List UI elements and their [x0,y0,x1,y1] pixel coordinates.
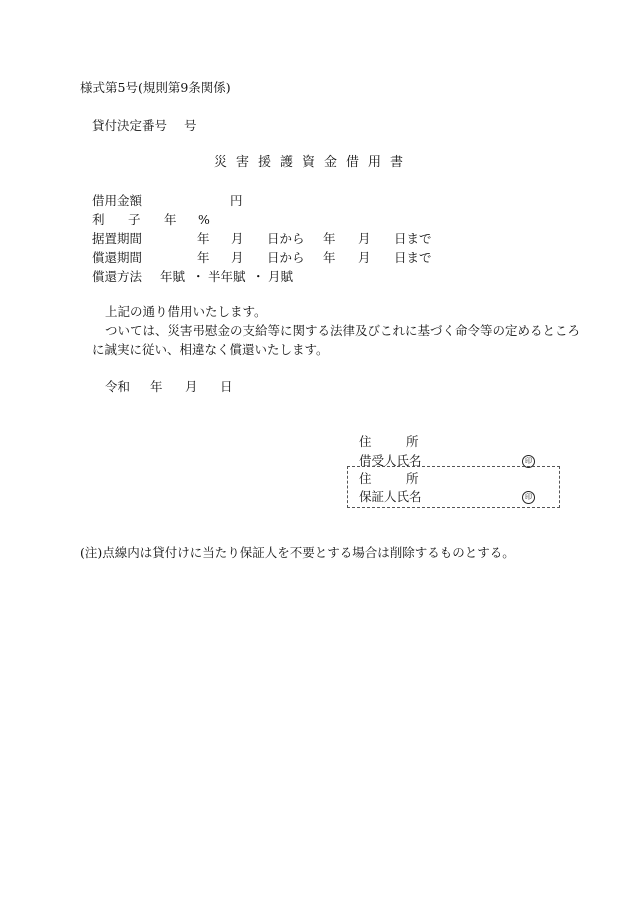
separator-dot-2: ・ [252,269,265,284]
guarantor-name-label: 保証人氏名 [359,489,422,504]
loan-decision-number-suffix: 号 [184,118,197,133]
deferment-label: 据置期間 [92,231,143,246]
interest-label-a: 利 [92,212,105,227]
repayment-period-until: 日まで [394,250,432,265]
body-line-2: ついては、災害弔慰金の支給等に関する法律及びこれに基づく命令等の定めるところ [105,323,581,338]
repayment-method-monthly: 月賦 [268,269,294,284]
body-line-3: に誠実に従い、相違なく償還いたします。 [92,342,329,357]
interest-label-b: 子 [128,212,141,227]
date-year: 年 [150,379,163,394]
deferment-year: 年 [197,231,210,246]
loan-amount-label: 借用金額 [92,193,143,208]
deferment-from: 日から [267,231,305,246]
loan-amount-unit: 円 [230,193,243,208]
repayment-period-from: 日から [267,250,305,265]
footnote: (注)点線内は貸付けに当たり保証人を不要とする場合は削除するものとする。 [80,545,515,560]
repayment-period-label: 償還期間 [92,250,143,265]
borrower-address-label-a: 住 [359,434,372,449]
guarantor-address-label-b: 所 [406,471,419,486]
form-number: 様式第5号(規則第9条関係) [80,80,231,95]
repayment-period-year: 年 [197,250,210,265]
repayment-period-month: 月 [231,250,244,265]
repayment-method-label: 償還方法 [92,269,143,284]
date-era: 令和 [105,379,131,394]
guarantor-seal-icon: 印 [522,491,535,504]
repayment-period-year-end: 年 [323,250,336,265]
deferment-until: 日まで [394,231,432,246]
borrower-address-label-b: 所 [406,434,419,449]
repayment-period-month-end: 月 [358,250,371,265]
document-title: 災害援護資金借用書 [214,155,413,170]
date-month: 月 [185,379,198,394]
guarantor-address-label-a: 住 [359,471,372,486]
interest-percent: % [198,212,210,227]
deferment-month: 月 [231,231,244,246]
body-line-1: 上記の通り借用いたします。 [105,304,267,319]
repayment-method-annual: 年賦 [160,269,186,284]
date-day: 日 [220,379,233,394]
deferment-year-end: 年 [323,231,336,246]
loan-decision-number-label: 貸付決定番号 [92,118,168,133]
borrower-name-label: 借受人氏名 [359,453,422,468]
interest-year: 年 [164,212,177,227]
borrower-seal-icon: 印 [522,455,535,468]
separator-dot-1: ・ [192,269,205,284]
repayment-method-semiannual: 半年賦 [208,269,246,284]
deferment-month-end: 月 [358,231,371,246]
